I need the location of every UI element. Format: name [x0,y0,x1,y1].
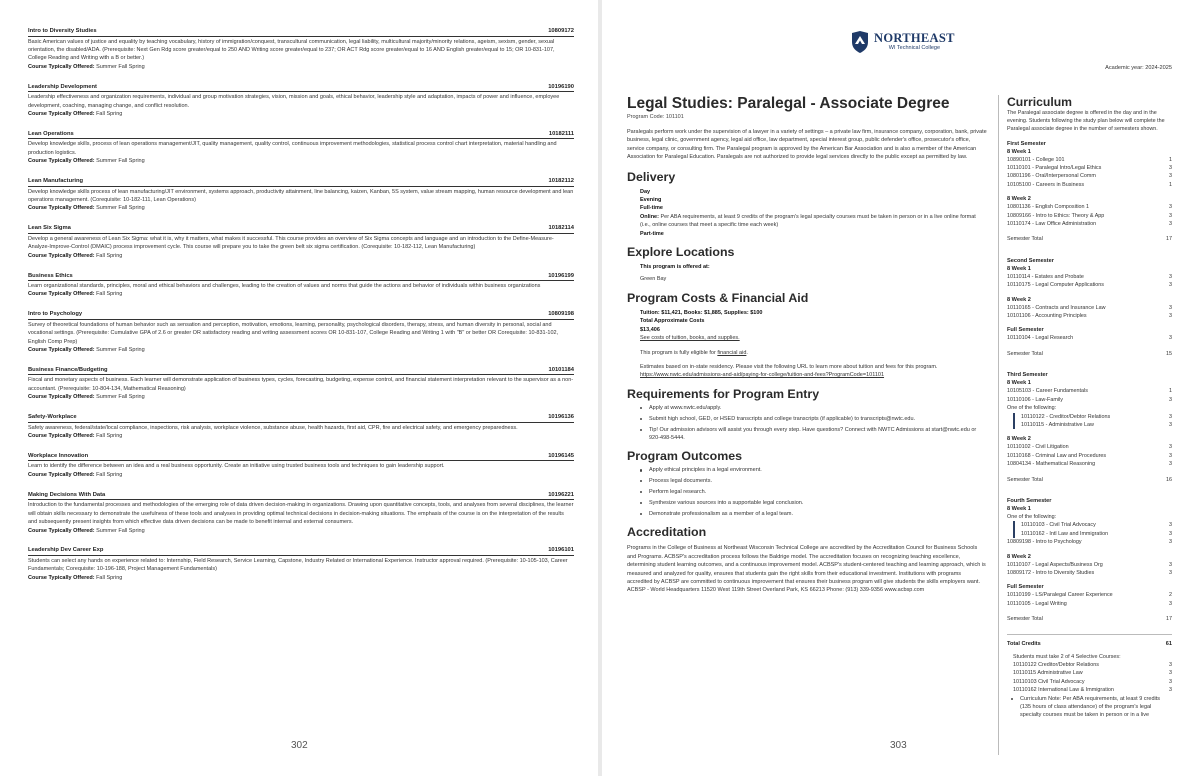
delivery-day: Day [640,188,651,195]
course-code: 10196221 [548,491,574,498]
course-offered-label: Course Typically Offered: [28,63,95,70]
costs-breakdown: Tuition: $11,421, Books: $1,885, Supplies: $100 [640,309,763,316]
semester-block [1007,497,1172,624]
semester-total-value: 16 [1166,476,1172,483]
one-of-text: One of the following: [1007,405,1057,412]
course-row [1007,172,1172,180]
course-offered-label: Course Typically Offered: [28,158,95,165]
logo-subtitle: WI Technical College [888,45,941,51]
course-credits: 3 [1169,173,1172,180]
course-entry [28,413,574,440]
course-code: 10809198 [548,311,574,318]
course-name: 10110114 - Estates and Probate [1007,273,1084,280]
course-row [1007,304,1172,312]
costs-heading: Program Costs & Financial Aid [627,290,809,305]
course-credits: 3 [1169,396,1172,403]
location-green-bay: Green Bay [640,276,667,283]
course-offered-terms: Fall Spring [96,433,123,440]
option-row [1015,413,1172,421]
delivery-online-label: Online: [640,213,659,220]
course-title: Lean Six Sigma [28,225,71,232]
course-credits: 3 [1169,678,1172,685]
one-of-label [1007,404,1172,412]
course-entry [28,452,574,479]
course-credits: 3 [1169,313,1172,320]
delivery-heading: Delivery [627,169,676,184]
course-title: Business Ethics [28,272,73,279]
course-title: Leadership Development [28,83,97,90]
course-credits: 3 [1169,165,1172,172]
delivery-online-text: Per ABA requirements, at least 9 credits of the program's legal specialty courses must be taken in person or in a live online format (i.e., online courses that meet a specific time each week) [640,213,976,229]
course-name: 10110115 - Administrative Law [1021,421,1094,428]
course-row [1007,387,1172,395]
course-name: 10110106 - Law-Family [1007,396,1063,403]
course-offered-terms: Fall Spring [96,252,123,259]
semester-name: Second Semester [1007,257,1054,264]
course-offered-terms: Summer Fall Spring [96,394,145,401]
course-offered [28,110,574,118]
requirements-section [627,386,987,443]
course-credits: 3 [1169,212,1172,219]
course-name: 10110168 - Criminal Law and Procedures [1007,452,1107,459]
academic-year: Academic year: 2024-2025 [1105,65,1172,71]
course-credits: 3 [1169,569,1172,576]
outcome-item: Synthesize various sources into a supportable legal conclusion. [640,499,987,507]
accreditation-text: Programs in the College of Business at Northeast Wisconsin Technical College are accredited by the Accreditation Council for Business Schools and Programs. ACBSP's accreditation process follows the Baldrige model. The accreditation focuses on recognizing teaching excellence, determining student learning outcomes, and a continuous improvement model. ACBSP's student-centered teaching and learning approach, which is measured and analyzed for quality, ensures that students gain the right skills from their educational investment. Institutions with programs accredited by ACBSP are committed to continuous improvement that ensures their business program will give students the skills employers want. ACBSP - World Headquarters 11520 West 119th Street Overland Park, KS 66213 Phone: (913) 339-9356 www.acbsp.com [627,545,986,594]
course-credits: 3 [1169,452,1172,459]
course-name: 10110175 - Legal Computer Applications [1007,282,1104,289]
course-name: 10110174 - Law Office Administration [1007,221,1097,228]
semester-total-row [1007,476,1172,484]
course-row [1007,538,1172,546]
course-code: 10196190 [548,83,574,90]
course-header [28,366,574,376]
course-description: Leadership effectiveness and organization requirements, individual and group motivation strategies, vision, mission and goals, ethical behavior, leadership style and adaptation, impacts of power and influence, employee development, coaching, managing change, and conflict resolution. [28,94,560,109]
course-row [1007,203,1172,211]
course-title: Safety-Workplace [28,414,77,421]
requirement-item: Apply at www.nwtc.edu/apply. [640,404,987,412]
curriculum-heading: Curriculum [1007,95,1073,109]
course-code: 10809172 [548,28,574,34]
course-credits: 3 [1169,221,1172,228]
course-credits: 3 [1169,273,1172,280]
semester-total-row [1007,615,1172,623]
course-description: Develop knowledge skills, process of lean operations management/JIT, quality management, quality control, continuous improvement methodologies, statistical process control chart interpretation, material handling and production logistics. [28,141,557,156]
course-title: Leadership Dev Career Exp [28,547,104,554]
course-credits: 3 [1169,687,1172,694]
selective-course-row [1007,669,1172,677]
semester-total-value: 17 [1166,616,1172,623]
selective-course-row [1007,686,1172,694]
semester-week: 8 Week 1 [1007,380,1031,387]
course-title: Intro to Diversity Studies [28,28,97,34]
course-description: Develop a general awareness of Lean Six Sigma: what it is, why it matters, what makes it successful. This course provides an overview of Six Sigma concepts and language and an introduction to the Define-Measure-Analyze-Improve-Control (DMAIC) process improvement cycle. This course will prepare you to take the green belt six sigma certification. (Corequisite: 10-182-112, Lean Manufacturing) [28,235,554,251]
course-offered [28,157,574,165]
requirement-item: Submit high school, GED, or HSED transcripts and college transcripts (if applicable) to transcripts@nwtc.edu. [640,415,987,423]
tuition-url-link[interactable]: https://www.nwtc.edu/admissions-and-aid/paying-for-college/tuition-and-fees?ProgramCode=101101 [640,372,885,379]
logo-name: NORTHEAST [874,31,955,45]
course-credits: 3 [1169,421,1172,428]
locations-section [627,244,987,284]
course-row [1007,569,1172,577]
outcomes-section [627,448,987,518]
semester-week: 8 Week 1 [1007,505,1031,512]
option-row [1015,421,1172,429]
option-row [1015,530,1172,538]
course-header [28,224,574,234]
program-main-column [627,95,987,595]
requirements-list [627,404,987,443]
course-offered [28,63,574,71]
course-offered-label: Course Typically Offered: [28,471,95,478]
course-credits: 3 [1169,539,1172,546]
course-offered-terms: Fall Spring [96,291,123,298]
course-credits: 3 [1169,530,1172,537]
course-entry [28,224,574,260]
course-header [28,177,574,187]
semester-total-row [1007,350,1172,358]
locations-label: This program is offered at: [640,264,710,271]
program-title: Legal Studies: Paralegal - Associate Degree [627,95,950,112]
financial-aid-link[interactable]: financial aid [717,349,747,356]
course-name: 10110103 Civil Trial Advocacy [1013,678,1085,685]
course-offered-label: Course Typically Offered: [28,394,95,401]
course-row [1007,156,1172,164]
course-description: Introduction to the fundamental processes and methodologies of the emerging role of data driven decision-making in organizations. Drawing upon quantitative concepts, tools, and analyses from several disciplines, the learner will obtain skills necessary to demonstrate the usefulness of these tools and analyses in providing optimal technical decisions in decision-making situations. The emphasis of the course is on the interpretation of the results and subsequently present insights from which effective data driven decisions can be made to benefit internal and external consumers. [28,502,574,526]
course-credits: 3 [1169,561,1172,568]
outcome-item: Demonstrate professionalism as a member of a legal team. [640,510,987,518]
course-row [1007,312,1172,320]
semester-name: First Semester [1007,140,1046,147]
delivery-section [627,169,987,238]
course-name: 10110199 - LS/Paralegal Career Experience [1007,592,1113,599]
course-header [28,27,574,37]
course-row [1007,334,1172,342]
delivery-parttime: Part-time [640,230,664,237]
course-title: Business Finance/Budgeting [28,366,108,373]
course-credits: 3 [1169,461,1172,468]
course-row [1007,220,1172,228]
course-credits: 1 [1169,156,1172,163]
course-offered [28,252,574,260]
course-name: 10110102 - Civil Litigation [1007,444,1069,451]
course-list [28,27,574,594]
course-name: 10110107 - Legal Aspects/Business Org [1007,561,1103,568]
course-header [28,491,574,501]
course-header [28,452,574,462]
course-row [1007,600,1172,608]
course-credits: 3 [1169,335,1172,342]
course-name: 10110101 - Paralegal Intro/Legal Ethics [1007,165,1102,172]
course-entry [28,310,574,354]
semester-total-value: 17 [1166,236,1172,243]
course-offered-terms: Fall Spring [96,110,123,117]
course-name: 10809198 - Intro to Psychology [1007,539,1082,546]
course-entry [28,83,574,119]
total-credits-value: 61 [1165,640,1172,647]
course-credits: 3 [1169,204,1172,211]
course-name: 10890101 - College 101 [1007,156,1065,163]
semester-week: 8 Week 1 [1007,148,1031,155]
locations-heading: Explore Locations [627,245,735,260]
selective-course-row [1007,678,1172,686]
course-entry [28,272,574,299]
course-offered [28,432,574,440]
semester-week: 8 Week 2 [1007,553,1031,560]
aid-suffix: . [746,349,748,356]
course-name: 10101106 - Accounting Principles [1007,313,1087,320]
course-offered [28,204,574,212]
aid-prefix: This program is fully eligible for [640,349,718,356]
course-description: Fiscal and monetary aspects of business. Each learner will demonstrate application of business types, cycles, forecasting, budgeting, expense control, and financial statement interpretation relevant to the supervisor as a non-accountant. (Prerequisite: 10-804-134, Mathematical Reasoning) [28,377,574,392]
course-name: 10110162 International Law & Immigration [1013,687,1114,694]
one-of-text: One of the following: [1007,513,1057,520]
course-row [1007,281,1172,289]
course-offered-terms: Summer Fall Spring [96,527,145,534]
outcome-item: Process legal documents. [640,477,987,485]
course-credits: 3 [1169,600,1172,607]
course-header [28,413,574,423]
course-credits: 2 [1169,592,1172,599]
program-code: Program Code: 101101 [627,114,684,120]
college-logo [850,30,955,54]
course-name: 10110115 Administrative Law [1013,670,1083,677]
course-offered-label: Course Typically Offered: [28,433,95,440]
accreditation-heading: Accreditation [627,525,707,540]
outcomes-heading: Program Outcomes [627,449,742,464]
total-credits-label: Total Credits [1007,640,1041,647]
option-row [1015,521,1172,529]
course-code: 10182111 [548,130,574,137]
semester-name: Fourth Semester [1007,497,1052,504]
course-offered-label: Course Typically Offered: [28,252,95,259]
course-header [28,310,574,320]
course-credits: 3 [1169,304,1172,311]
course-credits: 3 [1169,282,1172,289]
course-entry [28,546,574,582]
course-row [1007,460,1172,468]
semester-list [1007,140,1172,624]
course-credits: 3 [1169,670,1172,677]
semester-total-value: 15 [1166,350,1172,357]
course-credits: 1 [1169,181,1172,188]
course-entry [28,366,574,402]
course-code: 10196199 [548,272,574,279]
course-offered [28,346,574,354]
costs-section [627,290,987,380]
requirements-heading: Requirements for Program Entry [627,386,820,401]
semester-name: Third Semester [1007,372,1048,379]
course-row [1007,591,1172,599]
option-group [1013,413,1172,430]
semester-total-label: Semester Total [1007,476,1043,483]
course-name: 10105100 - Careers in Business [1007,181,1085,188]
delivery-fulltime: Full-time [640,205,663,212]
semester-week: 8 Week 1 [1007,265,1031,272]
accreditation-section [627,524,987,594]
course-offered-label: Course Typically Offered: [28,110,95,117]
course-name: 10809172 - Intro to Diversity Studies [1007,569,1095,576]
course-description: Students can select any hands on experience related to: Internship, Field Research, Service Learning, Capstone, Industry Related or International Experience. Instructor approval required. (Prerequisite: 10-105-103, Career Fundamentals; Corequisite: 10-196-188, Project Management Fundamentals) [28,557,568,573]
course-row [1007,561,1172,569]
outcome-item: Apply ethical principles in a legal environment. [640,466,987,474]
course-description: Safety awareness, federal/state/local compliance, inspections, risk analysis, workplace violence, substance abuse, health hazards, first aid, CPR, fire and electrical safety, and emergency preparedness. [28,424,518,431]
course-header [28,83,574,93]
course-name: 10110162 - Intl Law and Immigration [1021,530,1109,537]
course-header [28,272,574,282]
course-code: 10196145 [548,452,574,459]
course-code: 10182114 [548,225,574,232]
course-credits: 3 [1169,444,1172,451]
course-offered-label: Course Typically Offered: [28,527,95,534]
semester-week: Full Semester [1007,327,1044,334]
column-divider [998,95,999,755]
requirement-item: Tip! Our admission advisors will assist you through every step. Have questions? Connect with NWTC Admissions at start@nwtc.edu or 920-498-5444. [640,426,987,443]
semester-block [1007,140,1172,244]
course-name: 10110122 - Creditor/Debtor Relations [1021,413,1111,420]
semester-total-label: Semester Total [1007,616,1043,623]
course-row [1007,212,1172,220]
program-intro: Paralegals perform work under the supervision of a lawyer in a variety of settings – a private law firm, insurance company, corporation, bank, private business, legal clinic, government agency, legal aid office, law department, special interest group, public defender's office, prosecutor's office, service company, or consulting firm. The Paralegal program is approved by the American Bar Association and is also a member of the American Association for Paralegal Education. Paralegals are not authorized to provide legal services directly to the public except as permitted by law. [627,129,987,161]
course-offered [28,471,574,479]
course-title: Lean Operations [28,130,74,137]
semester-total-label: Semester Total [1007,350,1043,357]
selective-course-row [1007,661,1172,669]
delivery-evening: Evening [640,197,662,204]
total-credits-row [1007,634,1172,648]
page-number-right: 303 [890,740,907,751]
course-code: 10196101 [548,547,574,554]
course-offered-label: Course Typically Offered: [28,291,95,298]
one-of-label [1007,513,1172,521]
semester-week: 8 Week 2 [1007,296,1031,303]
course-name: 10801136 - English Composition 1 [1007,204,1090,211]
course-description: Basic American values of justice and equality by teaching vocabulary, history of immigration/conquest, transcultural communication, legal liability, multicultural majority/minority relations, ageism, sexism, gender, sexual orientation, the disabled/ADA. (Prerequisite: Next Gen Rdg score greater/equal to 250 AND Writing score greater/equal to 237; OR ACT Rdg score greater/equal to 16 AND English greater/equal to 15; OR 10-831-107, College Reading and Writing with a B or better.) [28,38,555,62]
course-description: Learn organizational standards, principles, moral and ethical behaviors and challenges, leading to the creation of values and norms that guide the actions and behavior of individuals within business organizations [28,283,541,289]
costs-total-label: Total Approximate Costs [640,318,705,325]
course-row [1007,452,1172,460]
course-description: Learn to identify the difference between an idea and a real business opportunity. Create an initiative using trusted business tools and techniques to gain leadership support. [28,463,445,470]
right-page [602,0,1200,776]
outcomes-list [627,466,987,518]
course-offered-terms: Summer Fall Spring [96,158,145,165]
course-name: 10809166 - Intro to Ethics: Theory & App [1007,212,1105,219]
course-row [1007,396,1172,404]
left-page [0,0,598,776]
selective-courses [1007,653,1172,695]
curriculum-note: Curriculum Note: Per ABA requirements, at least 9 credits (135 hours of class attendance) of the program's legal specialty courses must be taken in person or in a live [1011,695,1172,720]
semester-block [1007,257,1172,358]
course-name: 10110105 - Legal Writing [1007,600,1067,607]
semester-total-label: Semester Total [1007,236,1043,243]
course-name: 10804134 - Mathematical Reasoning [1007,461,1096,468]
course-offered-label: Course Typically Offered: [28,574,95,581]
course-entry [28,491,574,535]
course-offered [28,574,574,582]
course-name: 10110165 - Contracts and Insurance Law [1007,304,1106,311]
costs-total-value: $13,406 [640,326,660,333]
estimates-text: Estimates based on in-state residency. Please visit the following URL to learn more about tuition and fees for this program. [640,363,938,370]
course-header [28,546,574,556]
course-offered [28,393,574,401]
shield-logo-icon [850,30,870,54]
course-entry [28,177,574,213]
course-title: Lean Manufacturing [28,178,84,185]
semester-total-row [1007,235,1172,243]
semester-block [1007,371,1172,484]
course-title: Workplace Innovation [28,452,89,459]
course-row [1007,273,1172,281]
course-description: Survey of theoretical foundations of human behavior such as sensation and perception, motivation, emotions, learning, personality, psychological disorders, therapy, stress, and human diversity in personal, social and vocational settings. (Prerequisite: Cumulative GPA of 2.6 or greater OR satisfactory reading and writing assessment scores OR 10-831-107, College Reading and Writing 1 with "B" or better OR Corequisite: 10-831-102, English Comp Prep) [28,321,559,345]
course-row [1007,181,1172,189]
course-offered-label: Course Typically Offered: [28,347,95,354]
curriculum-note-list [1007,695,1172,720]
course-title: Intro to Psychology [28,311,83,318]
course-title: Making Decisions With Data [28,491,106,498]
course-row [1007,443,1172,451]
course-offered [28,290,574,298]
outcome-item: Perform legal research. [640,488,987,496]
course-entry [28,27,574,71]
course-name: 10110103 - Civil Trial Advocacy [1021,522,1096,529]
semester-week: 8 Week 2 [1007,196,1031,203]
page-number-left: 302 [291,740,308,751]
course-offered-terms: Summer Fall Spring [96,63,145,70]
course-credits: 1 [1169,388,1172,395]
course-name: 10801196 - Oral/Interpersonal Comm [1007,173,1096,180]
course-offered-terms: Summer Fall Spring [96,205,145,212]
course-entry [28,130,574,166]
course-code: 10182112 [548,178,574,185]
selective-intro: Students must take 2 of 4 Selective Courses: [1013,653,1121,660]
course-credits: 3 [1169,662,1172,669]
semester-week: 8 Week 2 [1007,436,1031,443]
course-code: 10101184 [548,366,574,373]
semester-week: Full Semester [1007,584,1044,591]
course-row [1007,164,1172,172]
course-credits: 3 [1169,522,1172,529]
course-code: 10196136 [548,414,574,421]
curriculum-column [1007,95,1172,720]
course-name: 10105103 - Career Fundamentals [1007,388,1088,395]
course-offered-terms: Fall Spring [96,471,123,478]
course-offered-label: Course Typically Offered: [28,205,95,212]
course-credits: 3 [1169,413,1172,420]
course-offered-terms: Fall Spring [96,574,123,581]
course-offered-terms: Summer Fall Spring [96,347,145,354]
course-name: 10110122 Creditor/Debtor Relations [1013,662,1099,669]
course-name: 10110104 - Legal Research [1007,335,1074,342]
costs-link[interactable]: See costs of tuition, books, and supplies. [640,335,740,342]
course-header [28,130,574,140]
option-group [1013,521,1172,538]
curriculum-intro: The Paralegal associate degree is offered in the day and in the evening. Students following the study plan below will complete the Paralegal associate degree in the number of semesters shown. [1007,110,1165,133]
course-offered [28,527,574,535]
course-description: Develop knowledge skills process of lean manufacturing/JIT environment, systems approach, productivity attainment, line balancing, kaizen, Kanban, 5S system, value stream mapping, human resource development and lean operations management. (Corequisite: 10-182-111, Lean Operations) [28,188,574,203]
